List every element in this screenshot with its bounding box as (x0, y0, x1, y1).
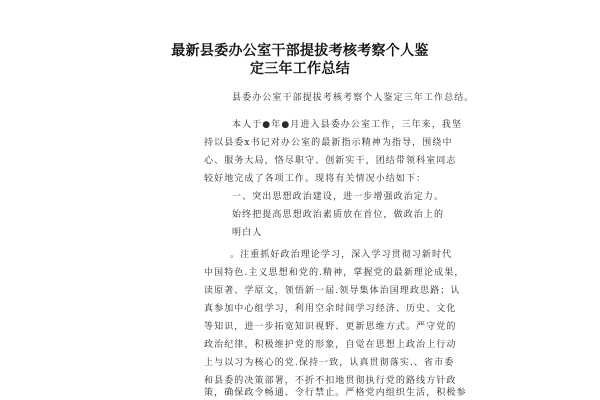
body-line-12: 等知识，进一步拓宽知识视野、更新思维方式。严守党的 (204, 322, 457, 332)
body-line-4: 心、服务大局，恪尽职守、创新实干，团结带领科室同志 (204, 156, 457, 166)
body-line-13: 政治纪律，积极维护党的形象，自觉在思想上政治上行动 (204, 340, 457, 350)
section-heading-1: 一、突出思想政治建设，进一步增强政治定力。 (232, 192, 445, 202)
body-line-2: 本人于●年●月进入县委办公室工作，三年来，我坚 (232, 120, 463, 130)
body-line-15: 和县委的决策部署，不折不扣地贯彻执行党的路线方针政 (204, 376, 457, 386)
body-line-14: 上与以习为核心的党.保持一致，认真贯彻落实.、省市委 (204, 358, 455, 368)
document-title-line-2: 定三年工作总结 (249, 61, 351, 77)
body-line-7: 明白人 (232, 228, 263, 238)
document-title-line-1: 最新县委办公室干部提拔考核考察个人鉴 (171, 43, 429, 59)
body-line-10: 读原著、学原文，领悟新一届.领导集体治国理政思路；认 (204, 286, 461, 296)
body-line-3: 持以县委x书记对办公室的最新指示精神为指导，围绕中 (204, 138, 453, 148)
body-line-6: 始终把提高思想政治素质放在首位，做政治上的 (232, 210, 445, 220)
body-line-11: 真参加中心组学习，利用空余时间学习经济、历史、文化 (204, 304, 457, 314)
body-line-16: 策，确保政令畅通、令行禁止。严格党内组织生活，积极参 (204, 388, 467, 398)
body-line-9: 中国特色.主义思想和党的.精神，掌握党的最新理论成果， (204, 268, 465, 278)
body-line-5: 较好地完成了各项工作。现将有关情况小结如下： (204, 174, 427, 184)
body-line-1: 县委办公室干部提拔考核考察个人鉴定三年工作总结。 (232, 93, 475, 103)
body-line-8: 。注重抓好政治理论学习，深入学习贯彻习新时代 (230, 250, 453, 260)
